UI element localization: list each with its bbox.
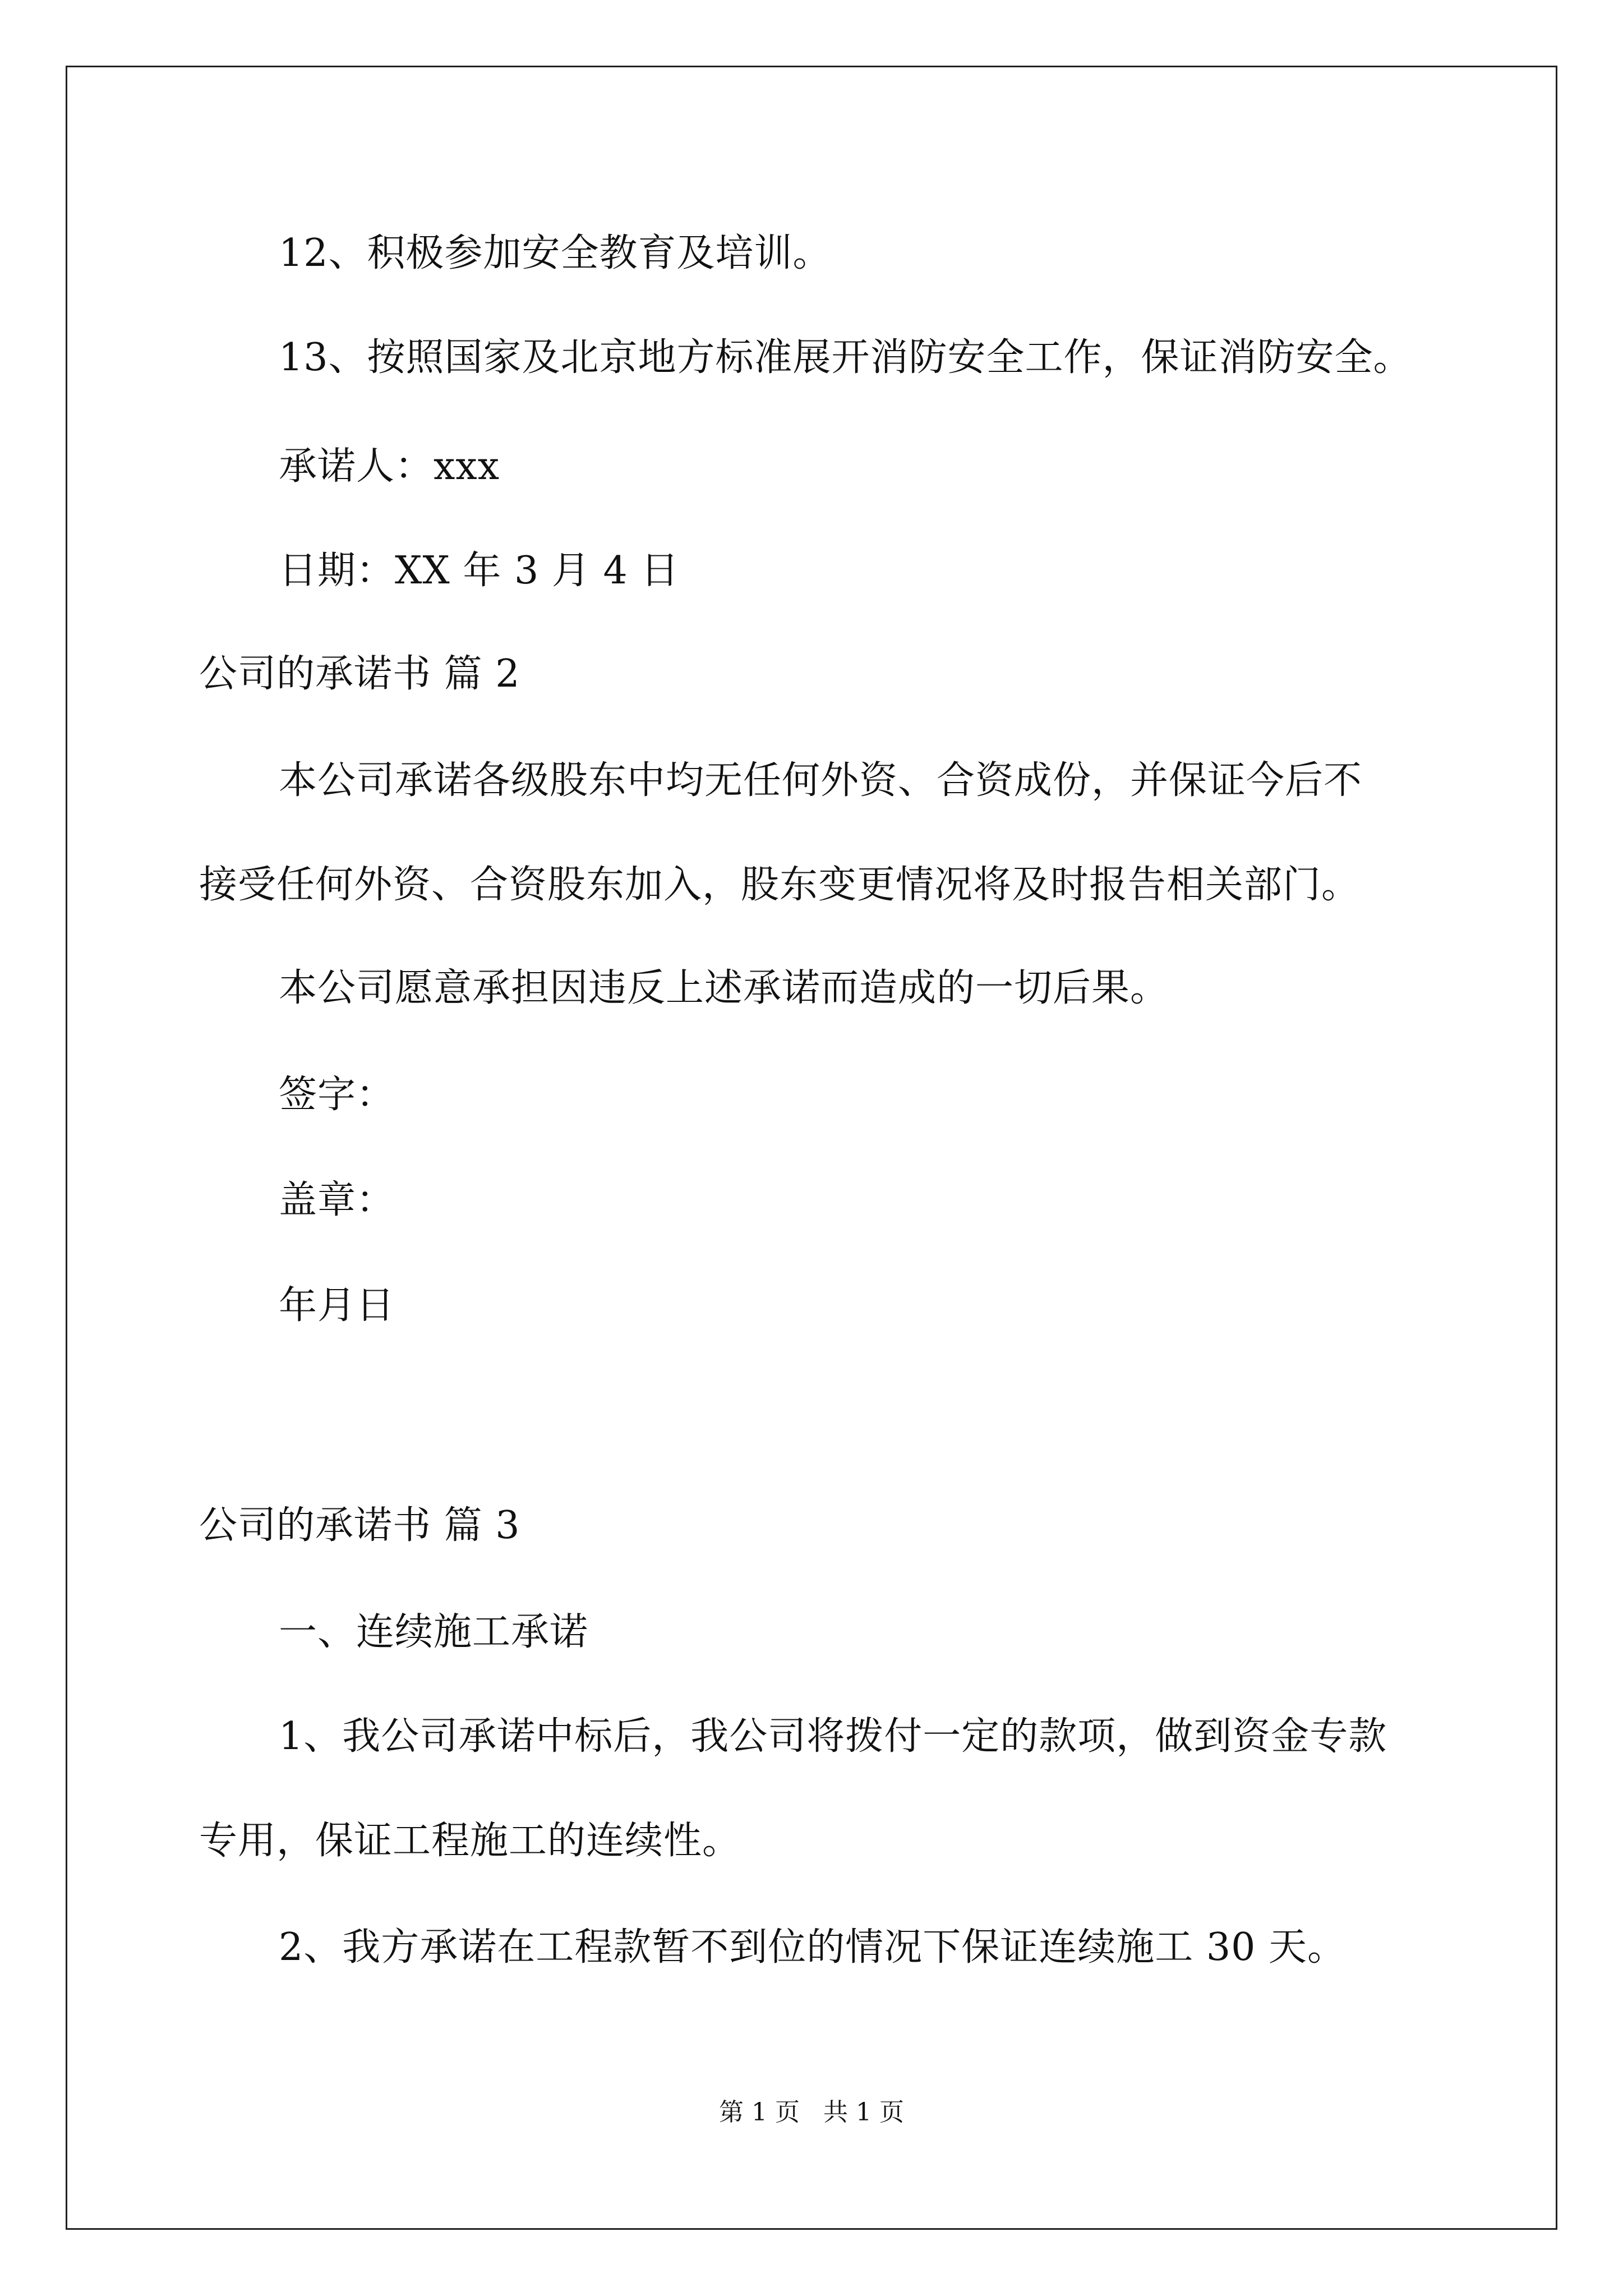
subsection-heading: 一、连续施工承诺 — [279, 1610, 589, 1654]
date-line: 日期：XX 年 3 月 4 日 — [279, 549, 680, 593]
paragraph-line: 本公司愿意承担因违反上述承诺而造成的一切后果。 — [279, 966, 1169, 1010]
section-heading-2: 公司的承诺书 篇 2 — [199, 652, 520, 696]
promiser-line: 承诺人：xxx — [279, 444, 500, 489]
item-12: 12、积极参加安全教育及培训。 — [279, 231, 832, 275]
item-13: 13、按照国家及北京地方标准展开消防安全工作，保证消防安全。 — [279, 335, 1412, 380]
date-placeholder: 年月日 — [279, 1283, 395, 1328]
section-heading-3: 公司的承诺书 篇 3 — [199, 1503, 520, 1548]
paragraph-line: 2、我方承诺在工程款暂不到位的情况下保证连续施工 30 天。 — [279, 1925, 1347, 1970]
seal-label: 盖章： — [279, 1178, 395, 1222]
page-border — [66, 66, 1557, 2230]
paragraph-line: 专用，保证工程施工的连续性。 — [199, 1819, 741, 1863]
paragraph-line: 1、我公司承诺中标后，我公司将拨付一定的款项，做到资金专款 — [279, 1714, 1387, 1759]
page-footer: 第 1 页 共 1 页 — [719, 2098, 904, 2127]
paragraph-line: 本公司承诺各级股东中均无任何外资、合资成份，并保证今后不 — [279, 758, 1363, 803]
signature-label: 签字： — [279, 1073, 395, 1117]
paragraph-line: 接受任何外资、合资股东加入，股东变更情况将及时报告相关部门。 — [199, 863, 1361, 907]
